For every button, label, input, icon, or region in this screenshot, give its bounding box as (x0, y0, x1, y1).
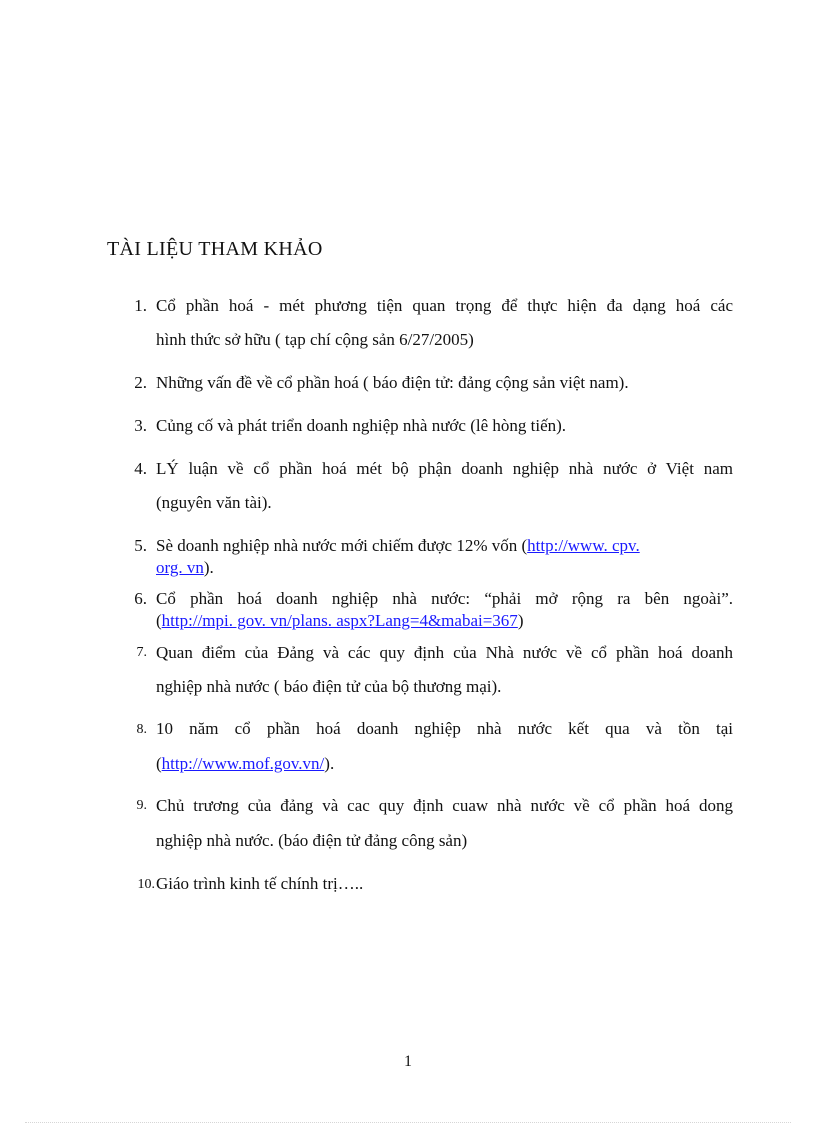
reference-link[interactable]: http://www. cpv. (527, 536, 640, 555)
reference-number: 6. (134, 589, 147, 608)
reference-text: Cổ phần hoá - mét phương tiện quan trọng để thực hiện đa dạng hoá các (156, 296, 733, 315)
reference-number: 1. (134, 296, 147, 315)
reference-link[interactable]: org. vn (156, 558, 204, 577)
reference-text-part: ( (156, 754, 162, 773)
reference-text: LÝ luận về cổ phần hoá mét bộ phận doanh nghiệp nhà nước ở Việt nam (156, 459, 733, 478)
reference-number: 3. (134, 416, 147, 435)
reference-link[interactable]: http://www.mof.gov.vn/ (161, 754, 325, 773)
reference-text-part: ) (517, 611, 524, 630)
references-heading: TÀI LIỆU THAM KHẢO (107, 238, 323, 260)
reference-text (156, 536, 733, 556)
reference-text: Củng cố và phát triển doanh nghiệp nhà nước (lê hòng tiến). (156, 416, 567, 435)
reference-text (156, 611, 733, 631)
reference-text-part: ). (203, 558, 214, 577)
reference-text: (nguyên văn tài). (156, 493, 272, 512)
reference-text-part: ( (156, 611, 162, 630)
reference-number: 7. (136, 645, 147, 660)
reference-number: 4. (134, 459, 147, 478)
reference-text (156, 558, 733, 578)
page-number: 1 (404, 1053, 412, 1070)
reference-number: 10. (137, 877, 155, 892)
reference-text-part: Sè doanh nghiệp nhà nước mới chiếm được 12% vốn ( (156, 536, 528, 555)
reference-number: 8. (136, 722, 147, 737)
reference-text-part: ). (324, 754, 335, 773)
reference-text: 10 năm cổ phần hoá doanh nghiệp nhà nước kết qua và tồn tại (156, 719, 733, 738)
reference-text: Cổ phần hoá doanh nghiệp nhà nước: “phải mở rộng ra bên ngoài”. (156, 589, 733, 608)
reference-text: hình thức sở hữu ( tạp chí cộng sản 6/27/2005) (156, 330, 474, 349)
reference-text: nghiệp nhà nước. (báo điện tử đảng công sản) (156, 831, 468, 850)
reference-text: nghiệp nhà nước ( báo điện tử của bộ thương mại). (156, 677, 502, 696)
reference-text: Những vấn đề về cổ phần hoá ( báo điện tử: đảng cộng sản việt nam). (156, 373, 629, 392)
reference-number: 9. (136, 798, 147, 813)
reference-text: Quan điểm của Đảng và các quy định của Nhà nước về cổ phần hoá doanh (156, 643, 733, 662)
reference-text (156, 754, 733, 774)
reference-number: 2. (134, 373, 147, 392)
reference-link[interactable]: http://mpi. gov. vn/plans. aspx?Lang=4&mabai=367 (161, 611, 518, 630)
reference-text: Giáo trình kinh tế chính trị….. (156, 874, 364, 893)
reference-number: 5. (134, 536, 147, 555)
reference-text: Chủ trương của đảng và cac quy định cuaw nhà nước về cổ phần hoá dong (156, 796, 733, 815)
